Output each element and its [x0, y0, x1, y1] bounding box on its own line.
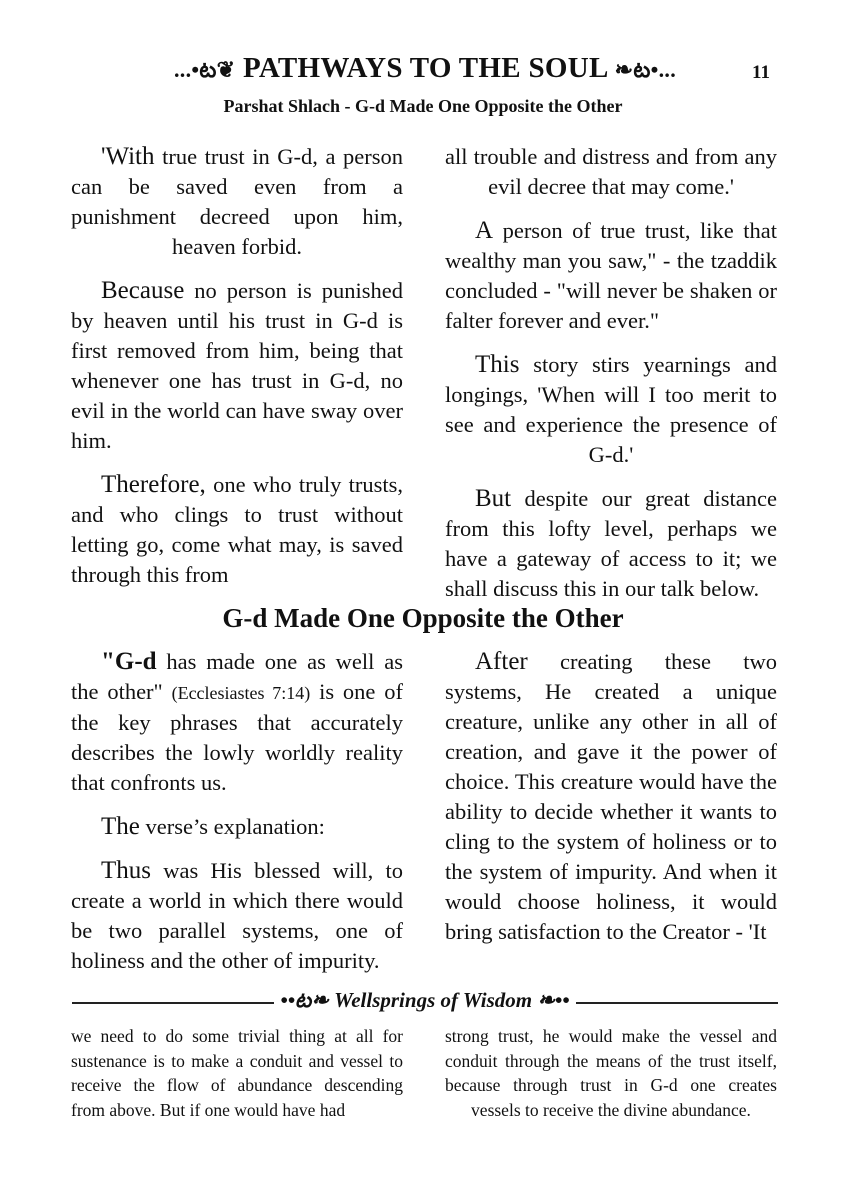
paragraph: all trouble and distress and from any evil decree that may come.' [445, 144, 777, 199]
divider-label: ••ట❧ Wellsprings of Wisdom ❧•• [72, 988, 778, 1018]
section-heading: G-d Made One Opposite the Other [222, 603, 624, 633]
footnote-text: we need to do some trivial thing at all for sustenance is to make a conduit and vessel to receive the flow of abundance descending from above. But if one would have had [71, 1026, 403, 1120]
footnote-left [71, 1024, 403, 1122]
book-title-text: PATHWAYS TO THE SOUL [242, 52, 608, 84]
paragraph: But despite our great distance from this lofty level, perhaps we have a gateway of access to it; we shall discuss this in our talk below. [445, 485, 777, 601]
paragraph: Because no person is punished by heaven until his trust in G-d is first removed from him, being that whenever one has trust in G-d, no evil in the world can have sway over him. [71, 277, 403, 453]
paragraph: This story stirs yearnings and longings, 'When will I too merit to see and experience the presence of G-d.' [445, 351, 777, 467]
ornament-right-icon: ❧ట•... [614, 57, 677, 82]
paragraph: Therefore, one who truly trusts, and who clings to trust without letting go, come what may, is saved through this from [71, 471, 403, 587]
paragraph: Thus was His blessed will, to create a world in which there would be two parallel systems, one of holiness and the other of impurity. [71, 857, 403, 973]
paragraph: The verse’s explanation: [101, 813, 325, 840]
column-bottom-left [71, 647, 403, 990]
verse-reference: (Ecclesiastes 7:14) [171, 683, 311, 703]
paragraph: After creating these two systems, He created a unique creature, unlike any other in all of creation, and gave it the power of choice. This creature would have the ability to decide whether it wants to cling to the system of holiness or to the system of impurity. And when it would choose holiness, it would bring satisfaction to the Creator - 'It [445, 648, 777, 944]
running-header [0, 52, 846, 92]
footnote-right [445, 1024, 777, 1122]
book-title [140, 52, 710, 88]
footnote-divider [72, 988, 778, 1018]
page-number: 11 [752, 62, 770, 83]
ornament-left-icon: ...•ట❦ [173, 57, 236, 82]
paragraph: "G-d has made one as well as the other" (Ecclesiastes 7:14) is one of the key phrases that accurately describes the lowly worldly reality that confronts us. [71, 648, 403, 795]
paragraph: 'With true trust in G-d, a person can be saved even from a punishment decreed upon him, heaven forbid. [71, 143, 403, 259]
footnote-text: strong trust, he would make the vessel and conduit through the means of the trust itself, because through trust in G-d one creates vessels to receive the divine abundance. [445, 1026, 777, 1120]
paragraph: A person of true trust, like that wealthy man you saw," - the tzaddik concluded - "will never be shaken or falter forever and ever." [445, 217, 777, 333]
column-top-right [445, 142, 777, 618]
column-bottom-right [445, 647, 777, 961]
column-top-left [71, 142, 403, 604]
chapter-subtitle: Parshat Shlach - G-d Made One Opposite the Other [223, 96, 623, 116]
